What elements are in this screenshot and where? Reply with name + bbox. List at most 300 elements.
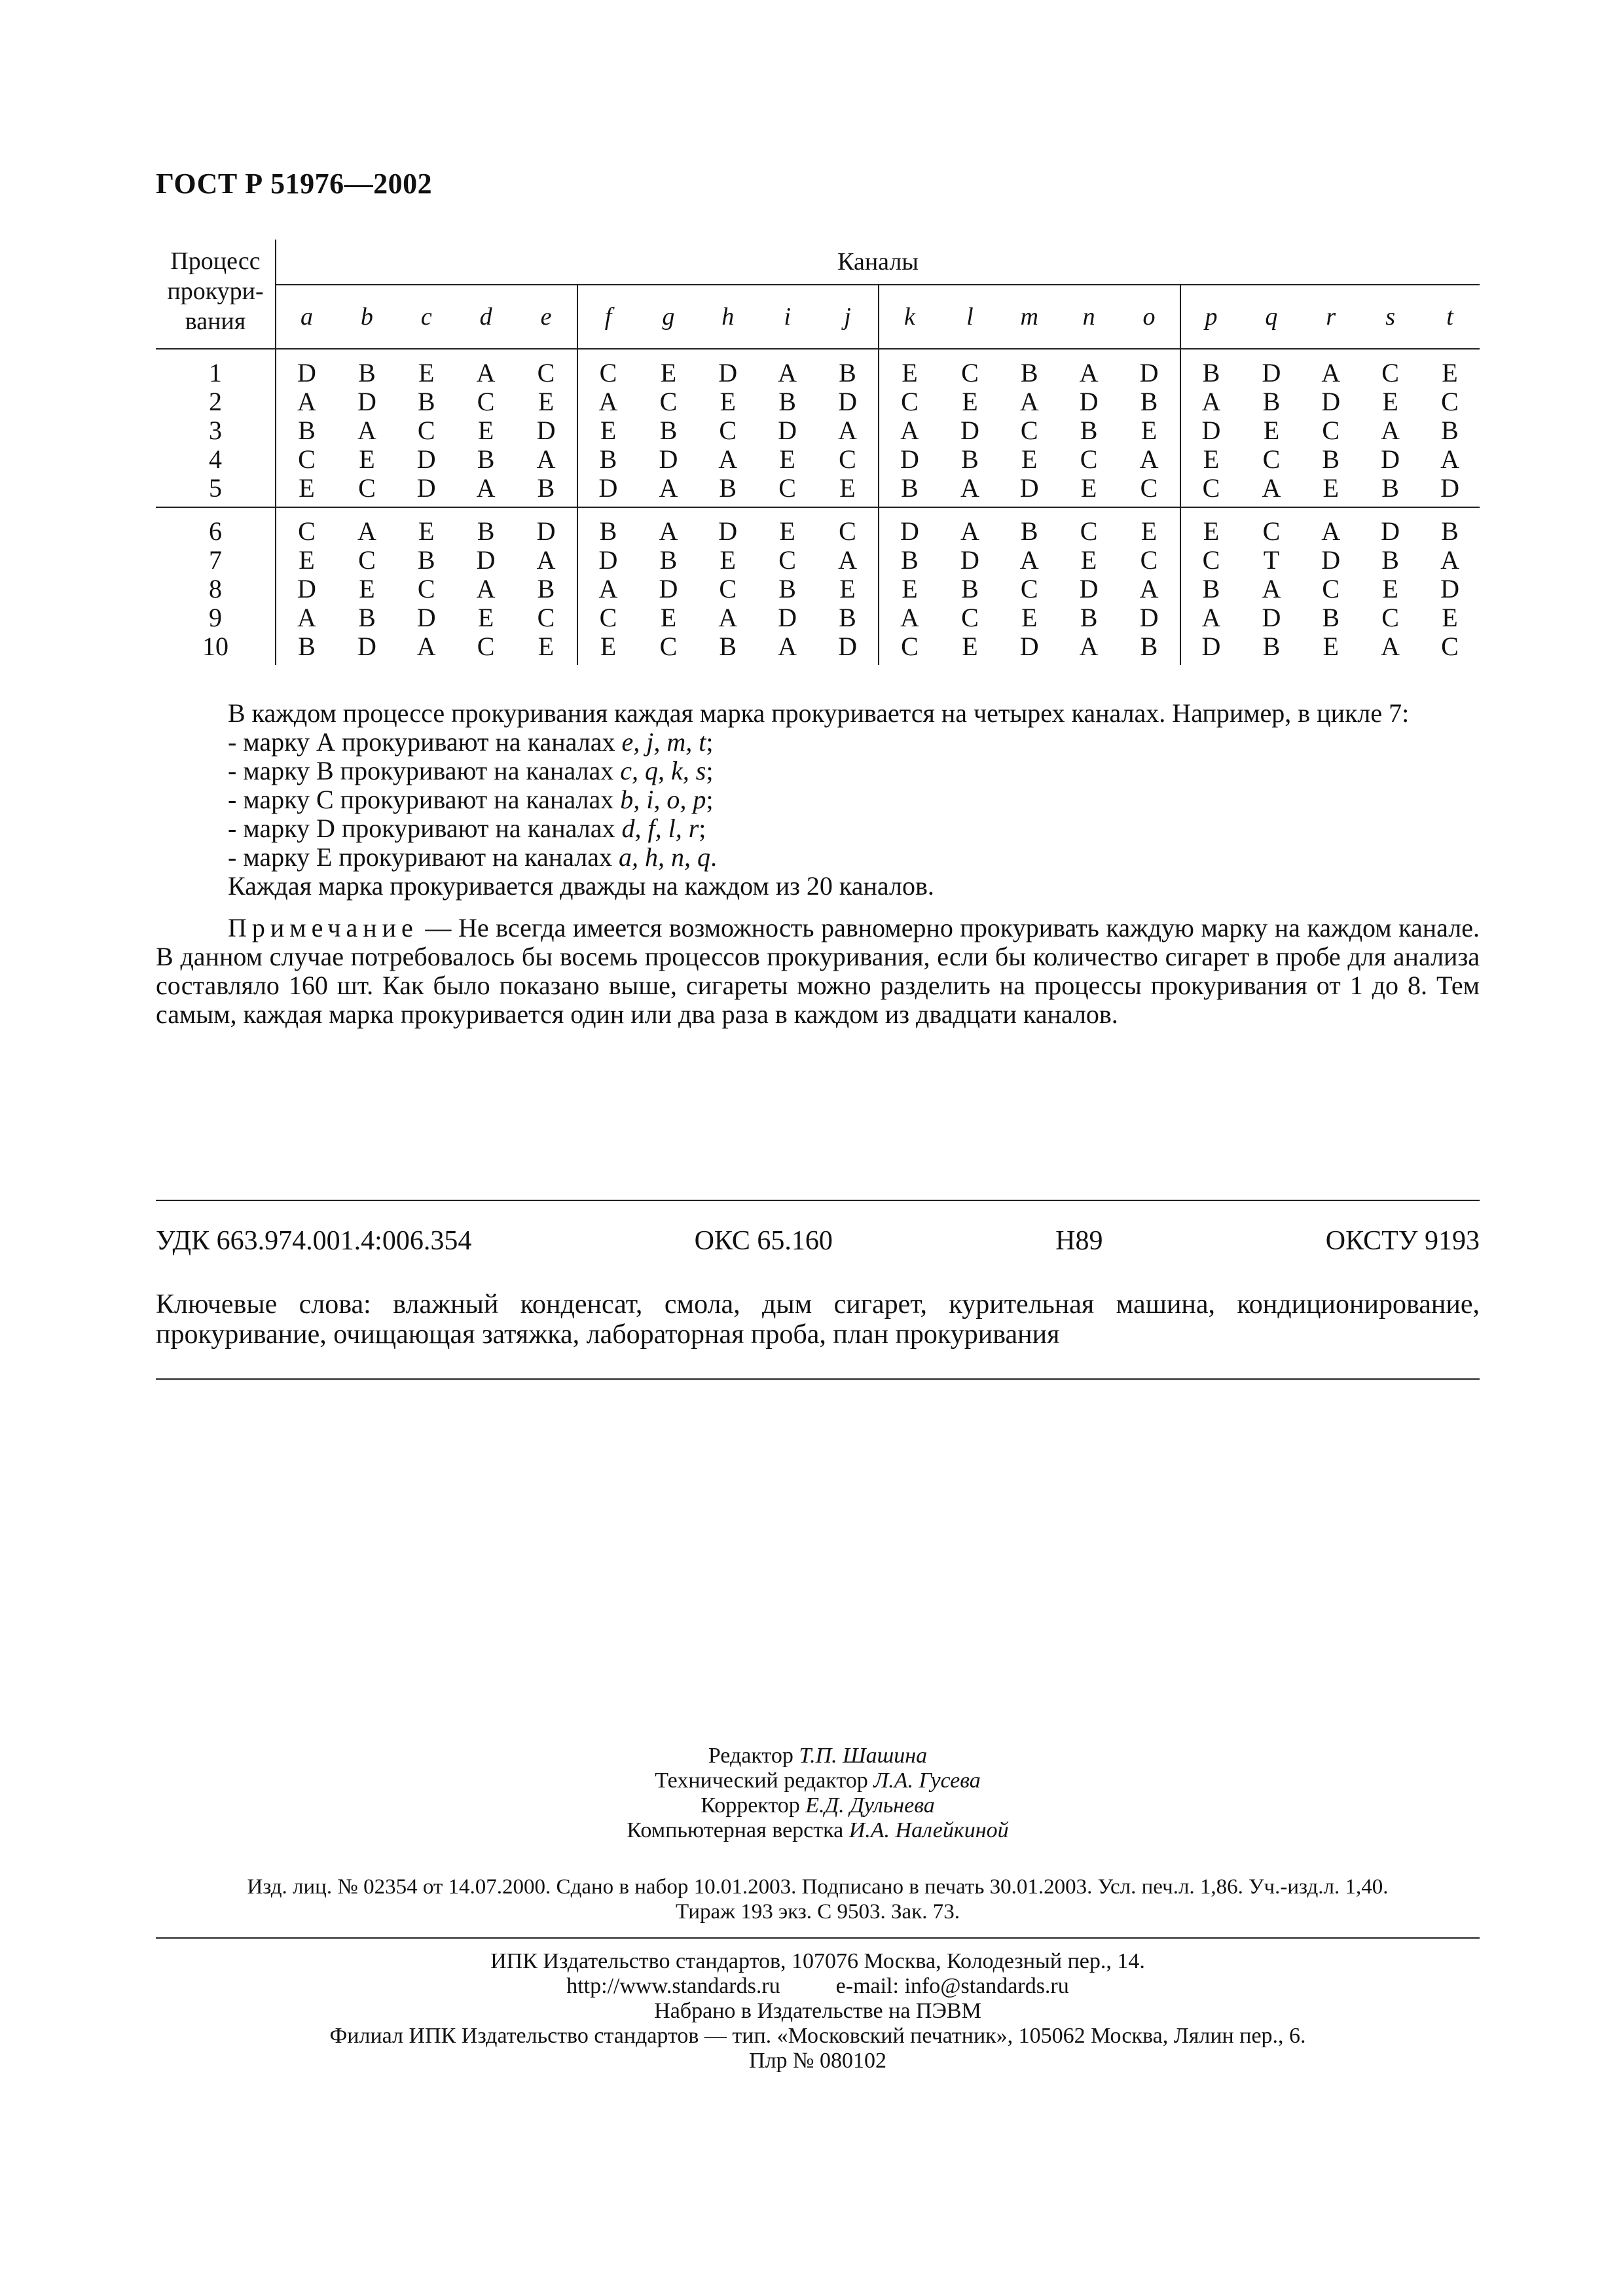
list-item-text: - марку А прокуривают на каналах: [228, 727, 622, 757]
channel-letter: k: [879, 285, 940, 349]
table-cell: A: [598, 387, 618, 416]
table-cell: D: [900, 444, 919, 474]
table-cell: C: [961, 358, 979, 387]
channel-letter: e: [516, 285, 577, 349]
table-cell: A: [337, 507, 397, 546]
table-cell: B: [1080, 416, 1098, 445]
table-cell: E: [359, 574, 375, 603]
table-cell: T: [1263, 545, 1280, 575]
table-cell: C: [1202, 473, 1220, 503]
table-cell: A: [516, 445, 577, 474]
table-cell: C: [1322, 416, 1340, 445]
divider-top: [156, 1200, 1480, 1201]
credit-role: Редактор: [708, 1744, 799, 1768]
table-cell: E: [962, 387, 978, 416]
table-cell: B: [298, 632, 316, 661]
table-cell: E: [720, 387, 736, 416]
table-cell: C: [1119, 546, 1180, 575]
table-cell: E: [817, 575, 879, 603]
table-cell: C: [358, 545, 376, 575]
table-cell: D: [1079, 387, 1099, 416]
table-cell: B: [1202, 358, 1220, 387]
table-cell: A: [1079, 632, 1099, 661]
table-cell: B: [961, 574, 979, 603]
table-cell: D: [1201, 416, 1221, 445]
table-cell: C: [1441, 632, 1459, 661]
channel-letter: i: [757, 285, 817, 349]
table-cell: B: [577, 507, 639, 546]
table-cell: B: [817, 349, 879, 387]
list-item-suffix: .: [710, 842, 718, 872]
table-cell: C: [1020, 416, 1038, 445]
marks-list: [156, 728, 1480, 872]
table-cell: B: [1441, 416, 1459, 445]
table-row: [156, 603, 1480, 632]
channel-letter: h: [698, 285, 757, 349]
channel-letter: r: [1301, 285, 1360, 349]
table-cell: C: [1080, 444, 1098, 474]
table-cell: B: [1420, 507, 1480, 546]
table-cell: B: [358, 603, 376, 632]
table-row: [156, 416, 1480, 445]
list-item: [228, 814, 1480, 843]
table-cell: B: [719, 473, 737, 503]
divider-keywords: [156, 1378, 1480, 1380]
table-cell: E: [359, 444, 375, 474]
table-cell: C: [298, 444, 316, 474]
table-cell: A: [1119, 445, 1180, 474]
table-cell: D: [960, 416, 979, 445]
table-cell: C: [719, 416, 737, 445]
table-cell: B: [659, 545, 678, 575]
list-item: [228, 728, 1480, 757]
table-cell: A: [1440, 444, 1459, 474]
table-cell: D: [1079, 574, 1099, 603]
table-cell: C: [1381, 603, 1399, 632]
okstu-code: ОКСТУ 9193: [1325, 1226, 1480, 1256]
print-info-line-1: Изд. лиц. № 02354 от 14.07.2000. Сдано в набор 10.01.2003. Подписано в печать 30.01.2003. Усл. печ.л. 1,86. Уч.-изд.л. 1,40.: [247, 1875, 1389, 1899]
table-cell: E: [660, 603, 677, 632]
credit-name: Т.П. Шашина: [799, 1744, 928, 1768]
table-cell: C: [719, 574, 737, 603]
list-item-text: - марку Е прокуривают на каналах: [228, 842, 619, 872]
table-cell: A: [1079, 358, 1099, 387]
table-cell: A: [817, 416, 879, 445]
list-item-suffix: ;: [706, 785, 714, 814]
table-cell: C: [1241, 507, 1301, 546]
table-cell: A: [1262, 574, 1281, 603]
list-item-text: - марку D прокуривают на каналах: [228, 814, 622, 843]
table-cell: A: [778, 632, 797, 661]
table-cell: D: [416, 473, 436, 503]
credit-role: Корректор: [701, 1793, 806, 1818]
list-item-channels: b, i, o, p: [620, 785, 706, 814]
table-cell: D: [516, 416, 577, 445]
table-cell: E: [1180, 507, 1242, 546]
table-cell: D: [1440, 574, 1459, 603]
table-cell: C: [417, 574, 435, 603]
table-cell: D: [659, 444, 678, 474]
table-cell: B: [1322, 444, 1340, 474]
table-cell: C: [1441, 387, 1459, 416]
table-row: [156, 575, 1480, 603]
table-cell: D: [1019, 632, 1039, 661]
table-cell: C: [1322, 574, 1340, 603]
table-cell: E: [477, 603, 494, 632]
udk-code: УДК 663.974.001.4:006.354: [156, 1226, 472, 1256]
table-cell: B: [516, 575, 577, 603]
table-cell: B: [778, 574, 796, 603]
process-number: 4: [156, 445, 276, 474]
table-row: [156, 507, 1480, 546]
list-item-text: - марку С прокуривают на каналах: [228, 785, 621, 814]
table-cell: A: [817, 546, 879, 575]
table-cell: C: [1381, 358, 1399, 387]
table-cell: C: [1059, 507, 1119, 546]
table-cell: C: [659, 387, 678, 416]
table-cell: B: [1381, 545, 1399, 575]
table-cell: D: [297, 574, 316, 603]
table-cell: B: [358, 358, 376, 387]
table-cell: C: [599, 603, 617, 632]
table-cell: B: [901, 473, 919, 503]
process-number: 10: [156, 632, 276, 665]
table-cell: E: [779, 444, 795, 474]
table-cell: D: [297, 358, 316, 387]
table-cell: A: [1381, 632, 1400, 661]
table-cell: B: [456, 507, 516, 546]
closing-text: Каждая марка прокуривается дважды на каждом из 20 каналов.: [228, 871, 934, 901]
process-number: 8: [156, 575, 276, 603]
note-label: Примечание: [228, 913, 418, 942]
table-cell: D: [1360, 507, 1420, 546]
table-cell: D: [879, 507, 940, 546]
list-item-channels: d, f, l, r: [621, 814, 699, 843]
table-cell: E: [1021, 444, 1038, 474]
table-cell: C: [1202, 545, 1220, 575]
table-cell: C: [477, 632, 495, 661]
table-cell: E: [1442, 603, 1458, 632]
table-cell: E: [516, 387, 577, 416]
oks-code: ОКС 65.160: [694, 1226, 833, 1256]
table-cell: D: [476, 545, 496, 575]
table-cell: D: [659, 574, 678, 603]
table-cell: C: [599, 358, 617, 387]
publisher-line-5: Плр № 080102: [749, 2049, 886, 2073]
table-cell: A: [718, 603, 738, 632]
table-cell: C: [778, 473, 796, 503]
table-cell: E: [1203, 444, 1220, 474]
print-info: [156, 1874, 1480, 1924]
process-number: 1: [156, 349, 276, 387]
table-cell: A: [598, 574, 618, 603]
table-cell: A: [1019, 545, 1039, 575]
table-cell: E: [600, 632, 617, 661]
table-cell: D: [778, 603, 797, 632]
table-row: [156, 474, 1480, 507]
table-cell: D: [357, 632, 376, 661]
list-item-text: - марку В прокуривают на каналах: [228, 756, 621, 785]
table-cell: B: [1322, 603, 1340, 632]
table-cell: E: [418, 358, 435, 387]
list-item-suffix: ;: [706, 727, 714, 757]
channels-header: Каналы: [276, 240, 1480, 285]
channel-letter: o: [1119, 285, 1180, 349]
table-cell: C: [901, 632, 919, 661]
table-cell: B: [417, 387, 435, 416]
table-cell: E: [720, 545, 736, 575]
table-cell: A: [476, 358, 496, 387]
table-cell: B: [1119, 387, 1180, 416]
process-number: 6: [156, 507, 276, 546]
table-cell: A: [900, 603, 919, 632]
publisher-line-1: ИПК Издательство стандартов, 107076 Москва, Колодезный пер., 14.: [490, 1949, 1145, 1973]
publisher-line-2: http://www.standards.ru e-mail: info@standards.ru: [566, 1974, 1069, 1998]
table-cell: D: [778, 416, 797, 445]
table-cell: D: [516, 507, 577, 546]
credit-line: [156, 1818, 1480, 1843]
table-cell: D: [598, 545, 618, 575]
table-cell: E: [477, 416, 494, 445]
table-cell: B: [1262, 387, 1281, 416]
list-item: [228, 785, 1480, 814]
credit-name: Л.А. Гусева: [873, 1768, 981, 1793]
table-cell: D: [1262, 358, 1281, 387]
process-number: 3: [156, 416, 276, 445]
table-cell: E: [299, 545, 315, 575]
table-cell: A: [1262, 473, 1281, 503]
table-cell: B: [417, 545, 435, 575]
table-cell: B: [599, 444, 617, 474]
table-cell: B: [1381, 473, 1399, 503]
table-cell: C: [1262, 444, 1281, 474]
table-cell: E: [902, 574, 918, 603]
keywords: Ключевые слова: влажный конденсат, смола, дым сигарет, курительная машина, кондиционирование, прокуривание, очищающая затяжка, лабораторная проба, план прокуривания: [156, 1289, 1480, 1350]
print-info-line-2: Тираж 193 экз. С 9503. Зак. 73.: [676, 1900, 960, 1924]
table-cell: A: [297, 387, 316, 416]
table-cell: D: [1321, 387, 1341, 416]
table-cell: E: [516, 632, 577, 665]
table-cell: D: [598, 473, 618, 503]
list-item-channels: e, j, m, t: [621, 727, 706, 757]
table-cell: B: [1000, 507, 1059, 546]
table-cell: B: [1119, 632, 1180, 665]
table-cell: E: [1080, 545, 1097, 575]
table-cell: D: [1119, 603, 1180, 632]
channel-letter: m: [1000, 285, 1059, 349]
note-text: — Не всегда имеется возможность равномерно прокуривать каждую марку на каждом канале. В данном случае потребовалось бы восемь процессов прокуривания, если бы количество сигарет в пробе для анализа составляло 160 шт. Как было показано выше, сигареты можно разделить на процессы прокуривания от 1 до 8. Тем самым, каждая марка прокуривается один или два раза в каждом из двадцати каналов.: [156, 913, 1480, 1029]
table-row: [156, 546, 1480, 575]
table-cell: D: [416, 444, 436, 474]
table-cell: D: [698, 507, 757, 546]
list-item-channels: c, q, k, s: [620, 756, 706, 785]
table-row: [156, 445, 1480, 474]
table-cell: A: [1119, 575, 1180, 603]
intro-text: В каждом процессе прокуривания каждая марка прокуривается на четырех каналах. Например, в цикле 7:: [228, 698, 1410, 728]
table-row: [156, 349, 1480, 387]
table-cell: A: [357, 416, 376, 445]
table-cell: C: [477, 387, 495, 416]
table-cell: B: [1202, 574, 1220, 603]
table-cell: D: [1262, 603, 1281, 632]
process-number: 7: [156, 546, 276, 575]
list-item-channels: a, h, n, q: [619, 842, 711, 872]
table-cell: C: [1020, 574, 1038, 603]
table-cell: E: [600, 416, 617, 445]
table-cell: E: [1382, 387, 1398, 416]
table-cell: C: [516, 349, 577, 387]
table-cell: E: [757, 507, 817, 546]
table-cell: A: [1321, 358, 1341, 387]
table-cell: A: [1301, 507, 1360, 546]
page-header: ГОСТ Р 51976—2002: [156, 168, 433, 200]
table-cell: C: [358, 473, 376, 503]
divider-bottom: [156, 1937, 1480, 1939]
table-cell: A: [960, 473, 979, 503]
table-cell: E: [1322, 473, 1339, 503]
table-cell: C: [1119, 474, 1180, 507]
credit-line: [156, 1744, 1480, 1768]
channel-letter: a: [276, 285, 337, 349]
table-cell: E: [1080, 473, 1097, 503]
table-cell: B: [516, 474, 577, 507]
table-cell: A: [940, 507, 1000, 546]
table-cell: C: [276, 507, 337, 546]
table-cell: E: [1021, 603, 1038, 632]
table-cell: C: [417, 416, 435, 445]
publisher-line-3: Набрано в Издательстве на ПЭВМ: [654, 1999, 981, 2023]
table-cell: A: [476, 473, 496, 503]
table-cell: A: [1201, 387, 1221, 416]
explanation-block: [156, 699, 1480, 901]
publisher-line-4: Филиал ИПК Издательство стандартов — тип. «Московский печатник», 105062 Москва, Лялин пер., 6.: [329, 2024, 1306, 2048]
channel-letter: j: [817, 285, 879, 349]
table-cell: B: [1262, 632, 1281, 661]
table-cell: B: [477, 444, 495, 474]
table-cell: A: [1201, 603, 1221, 632]
channel-letter: p: [1180, 285, 1242, 349]
table-cell: E: [1322, 632, 1339, 661]
table-cell: B: [778, 387, 796, 416]
table-cell: E: [660, 358, 677, 387]
table-cell: E: [1382, 574, 1398, 603]
process-number: 5: [156, 474, 276, 507]
table-cell: D: [1321, 545, 1341, 575]
channel-letter: t: [1420, 285, 1480, 349]
table-cell: C: [659, 632, 678, 661]
table-cell: A: [778, 358, 797, 387]
table-cell: C: [778, 545, 796, 575]
process-column-header: Процесс прокури- вания: [156, 240, 276, 349]
table-cell: C: [901, 387, 919, 416]
table-cell: E: [299, 473, 315, 503]
table-cell: A: [638, 507, 698, 546]
smoking-plan-table: [156, 240, 1480, 665]
table-cell: E: [1119, 416, 1180, 445]
credit-role: Технический редактор: [655, 1768, 874, 1793]
table-cell: A: [1019, 387, 1039, 416]
table-cell: C: [817, 445, 879, 474]
table-cell: D: [1440, 473, 1459, 503]
table-cell: C: [817, 507, 879, 546]
credit-name: Е.Д. Дульнева: [805, 1793, 935, 1818]
table-cell: B: [1080, 603, 1098, 632]
channel-letter: g: [638, 285, 698, 349]
table-cell: B: [719, 632, 737, 661]
table-row: [156, 632, 1480, 665]
channel-letter: s: [1360, 285, 1420, 349]
table-cell: E: [1442, 358, 1458, 387]
table-cell: B: [901, 545, 919, 575]
table-cell: B: [817, 603, 879, 632]
table-cell: A: [516, 546, 577, 575]
table-cell: D: [718, 358, 738, 387]
credit-role: Компьютерная верстка: [627, 1818, 849, 1842]
table-cell: A: [297, 603, 316, 632]
credit-line: [156, 1768, 1480, 1793]
table-cell: D: [817, 387, 879, 416]
list-item-suffix: ;: [699, 814, 706, 843]
table-cell: A: [718, 444, 738, 474]
table-cell: D: [1201, 632, 1221, 661]
note-block: [156, 914, 1480, 1029]
credit-line: [156, 1793, 1480, 1818]
table-cell: C: [961, 603, 979, 632]
credits-block: [156, 1744, 1480, 1843]
table-cell: B: [961, 444, 979, 474]
channel-letter: c: [397, 285, 456, 349]
table-cell: B: [659, 416, 678, 445]
channel-letter: f: [577, 285, 639, 349]
table-cell: E: [817, 474, 879, 507]
channel-letter: l: [940, 285, 1000, 349]
channel-letter: b: [337, 285, 397, 349]
table-cell: A: [476, 574, 496, 603]
channel-letter: d: [456, 285, 516, 349]
table-cell: D: [1381, 444, 1400, 474]
table-cell: A: [416, 632, 436, 661]
table-cell: A: [900, 416, 919, 445]
table-cell: D: [817, 632, 879, 665]
channel-letter: q: [1241, 285, 1301, 349]
channel-letter: n: [1059, 285, 1119, 349]
process-number: 9: [156, 603, 276, 632]
table-cell: A: [659, 473, 678, 503]
table-cell: E: [1263, 416, 1280, 445]
credit-name: И.А. Налейкиной: [848, 1818, 1009, 1842]
publisher-block: [156, 1949, 1480, 2073]
table-cell: D: [416, 603, 436, 632]
classification-codes: [156, 1225, 1480, 1257]
channel-letters-row: [156, 285, 1480, 349]
table-cell: D: [1019, 473, 1039, 503]
table-cell: C: [516, 603, 577, 632]
table-cell: B: [298, 416, 316, 445]
n-code: Н89: [1055, 1226, 1103, 1256]
table-cell: D: [357, 387, 376, 416]
table-cell: D: [960, 545, 979, 575]
table-cell: A: [1381, 416, 1400, 445]
table-cell: E: [397, 507, 456, 546]
list-item-suffix: ;: [706, 756, 714, 785]
process-number: 2: [156, 387, 276, 416]
list-item: [228, 843, 1480, 872]
table-cell: E: [1119, 507, 1180, 546]
table-cell: B: [1020, 358, 1038, 387]
list-item: [228, 757, 1480, 785]
table-cell: D: [1119, 349, 1180, 387]
table-cell: A: [1440, 545, 1459, 575]
